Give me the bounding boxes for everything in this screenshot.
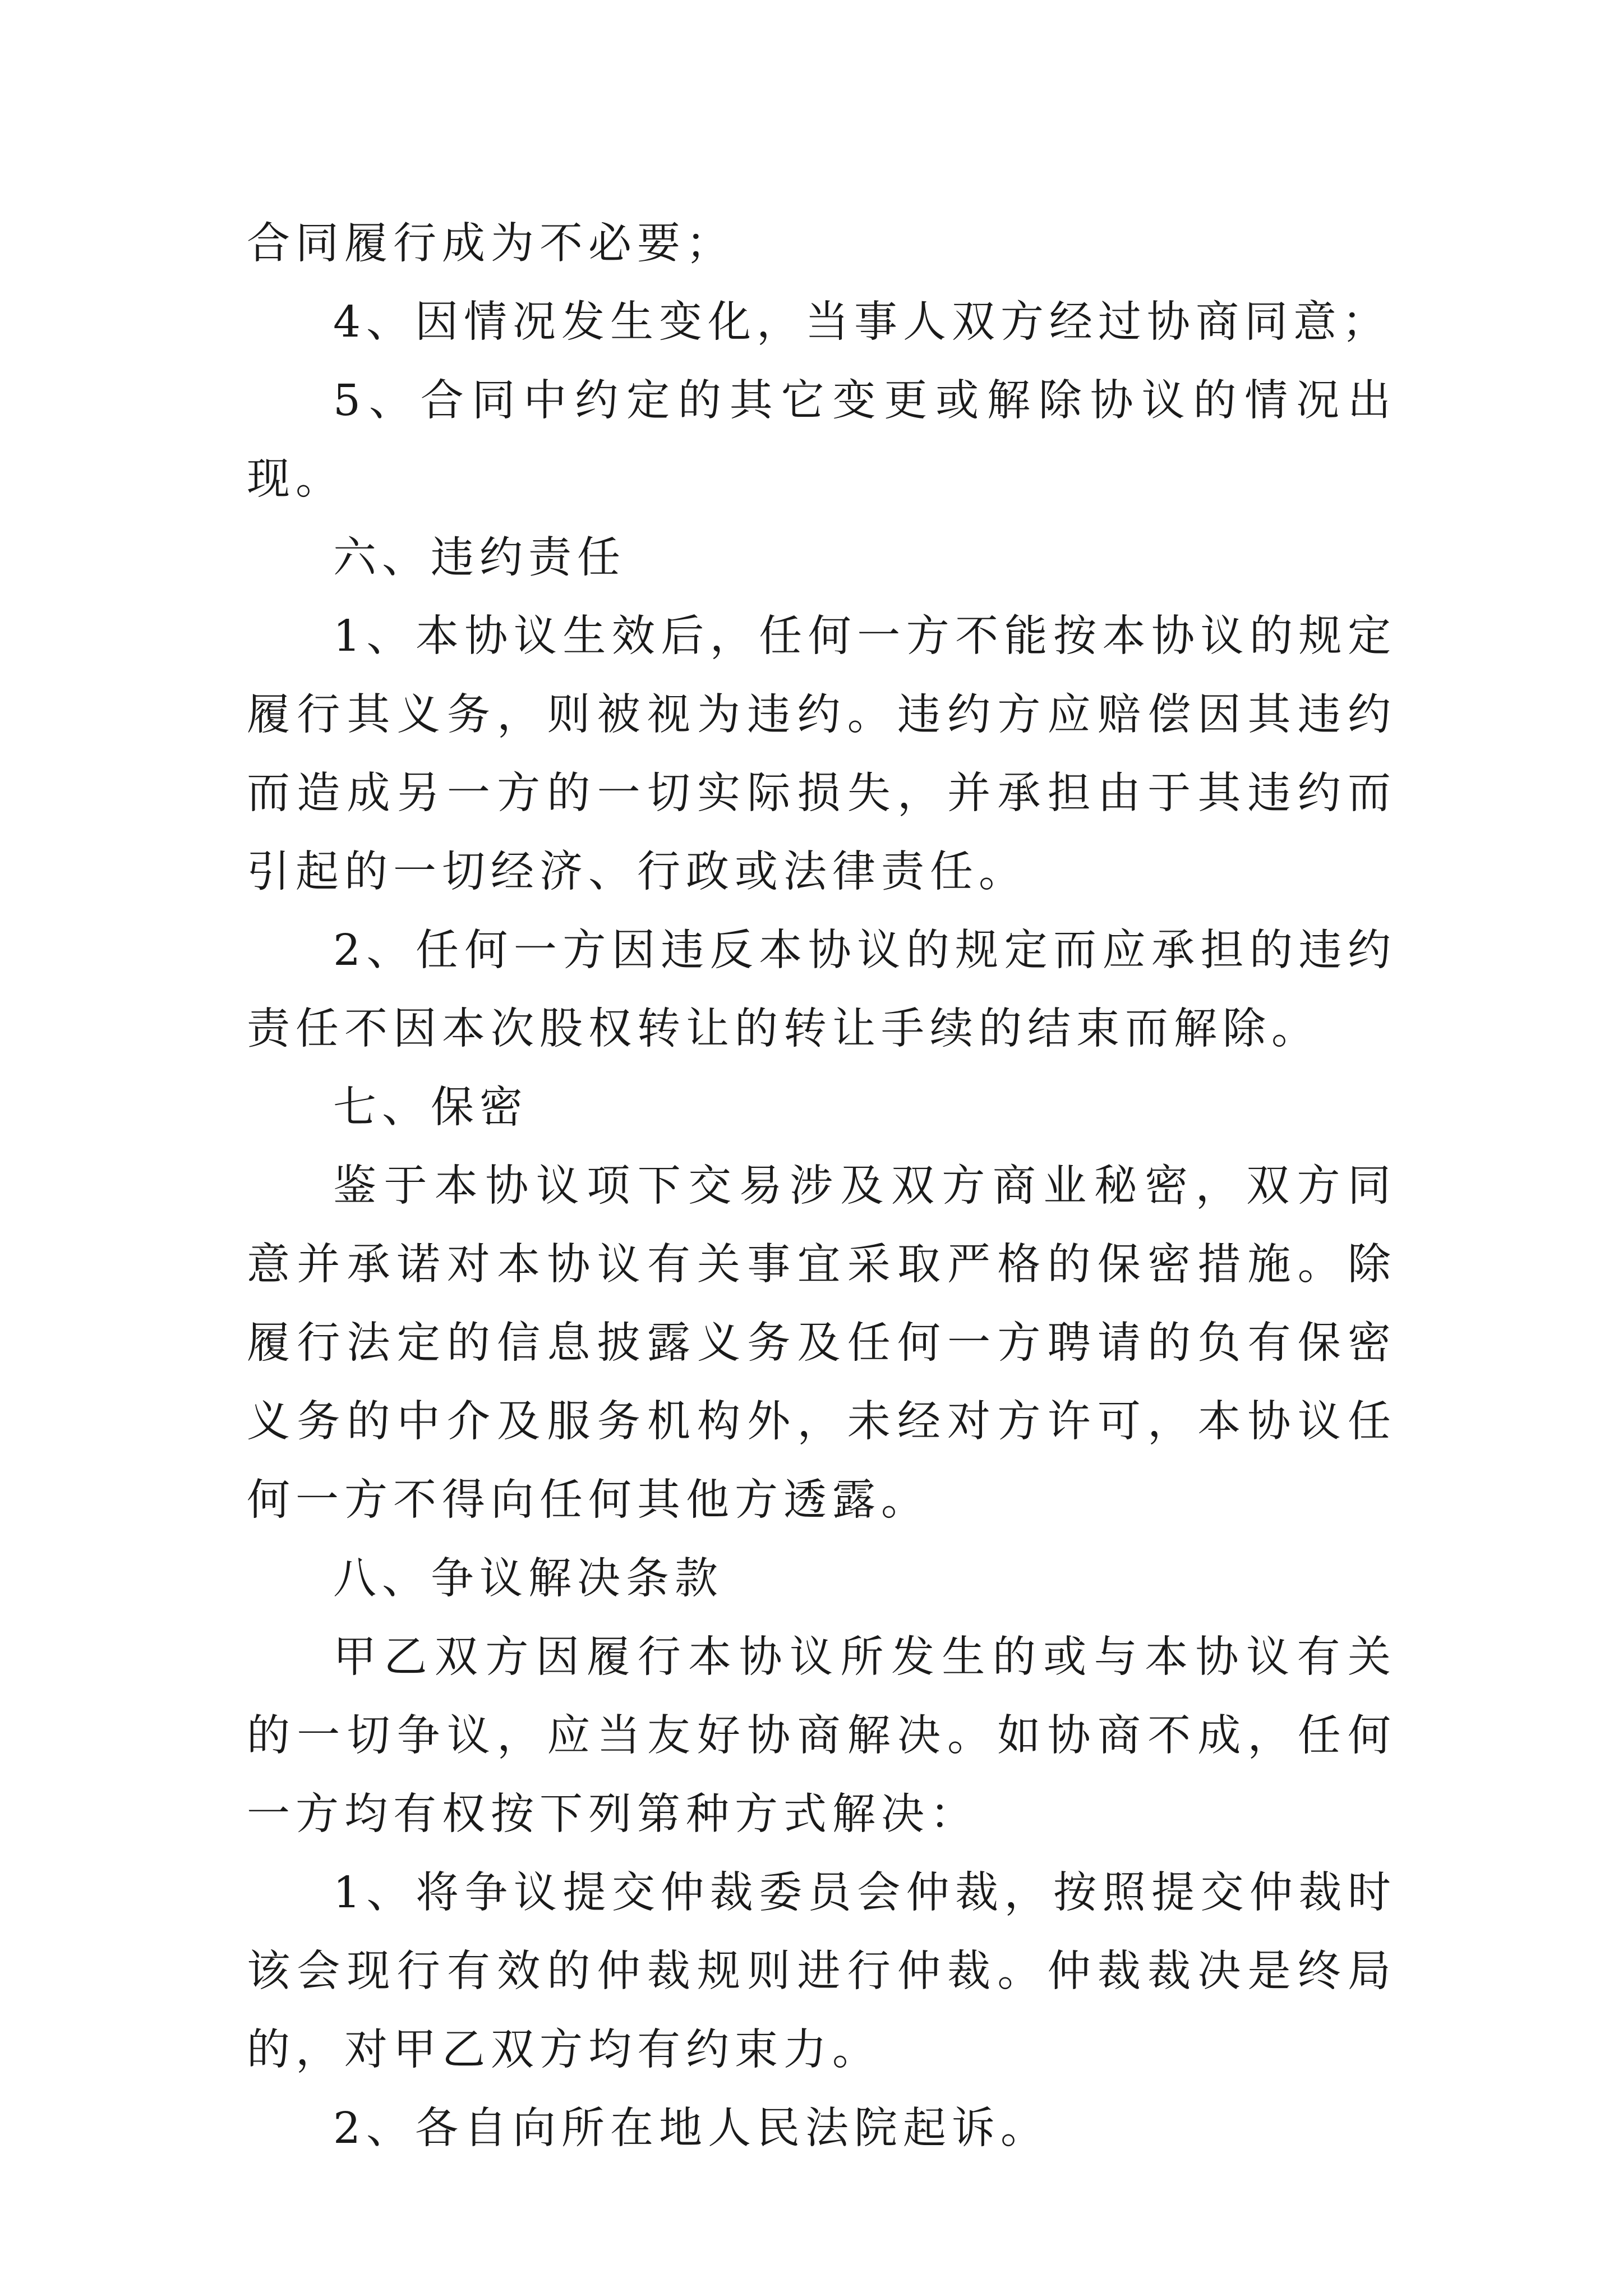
paragraph-dispute-1: 1、将争议提交仲裁委员会仲裁，按照提交仲裁时该会现行有效的仲裁规则进行仲裁。仲裁裁决是终局的，对甲乙双方均有约束力。 — [247, 1868, 1396, 2075]
paragraph-contract-unnecessary: 合同履行成为不必要； — [247, 219, 735, 269]
section-heading-dispute: 八、争议解决条款 — [333, 1554, 723, 1604]
paragraph-item-5: 5、合同中约定的其它变更或解除协议的情况出现。 — [247, 376, 1396, 504]
paragraph-liability-1: 1、本协议生效后，任何一方不能按本协议的规定履行其义务，则被视为违约。违约方应赔偿因其违约而造成另一方的一切实际损失，并承担由于其违约而引起的一切经济、行政或法律责任。 — [247, 611, 1396, 897]
paragraph-dispute-2: 2、各自向所在地人民法院起诉。 — [333, 2104, 1049, 2154]
paragraph-dispute-intro: 甲乙双方因履行本协议所发生的或与本协议有关的一切争议，应当友好协商解决。如协商不成，任何一方均有权按下列第种方式解决： — [247, 1632, 1396, 1839]
section-heading-confidentiality: 七、保密 — [333, 1083, 528, 1133]
section-heading-liability: 六、违约责任 — [333, 533, 626, 583]
paragraph-liability-2: 2、任何一方因违反本协议的规定而应承担的违约责任不因本次股权转让的转让手续的结束而解除。 — [247, 926, 1396, 1054]
paragraph-item-4: 4、因情况发生变化，当事人双方经过协商同意； — [333, 297, 1391, 347]
paragraph-confidentiality: 鉴于本协议项下交易涉及双方商业秘密，双方同意并承诺对本协议有关事宜采取严格的保密措施。除履行法定的信息披露义务及任何一方聘请的负有保密义务的中介及服务机构外，未经对方许可，本协议任何一方不得向任何其他方透露。 — [247, 1161, 1396, 1525]
document-body — [247, 205, 1396, 2168]
